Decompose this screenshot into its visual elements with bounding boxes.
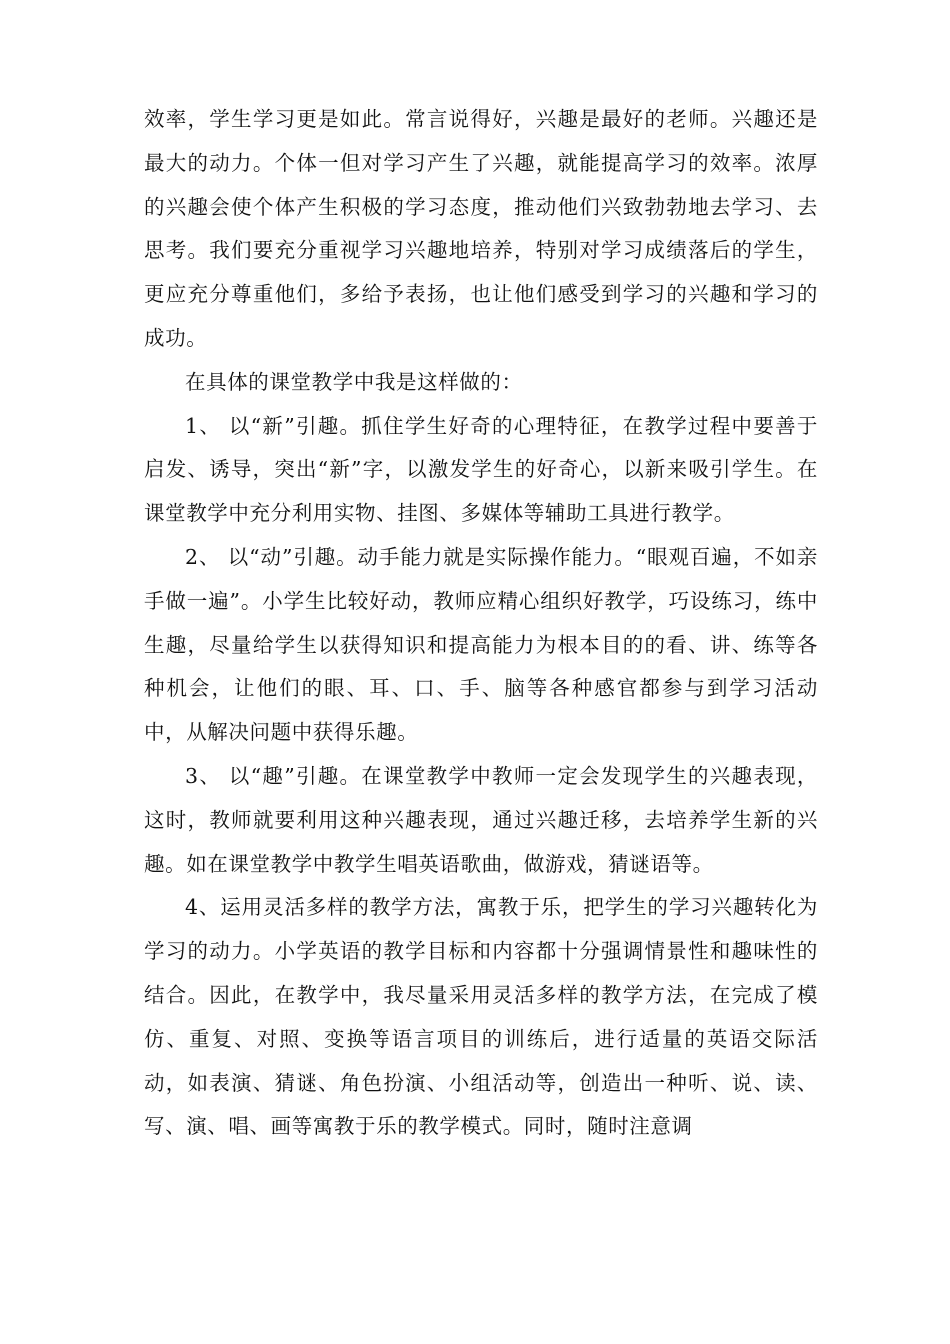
paragraph-item-1-novelty: 1、 以“新”引趣。抓住学生好奇的心理特征，在教学过程中要善于启发、诱导，突出“新”字，以激发学生的好奇心，以新来吸引学生。在课堂教学中充分利用实物、挂图、多媒体等辅助工具进行教学。 [144,413,818,526]
paragraph-item-2-activity: 2、 以“动”引趣。动手能力就是实际操作能力。“眼观百遍，不如亲手做一遍”。小学生比较好动，教师应精心组织好教学，巧设练习，练中生趣，尽量给学生以获得知识和提高能力为根本目的的看、讲、练等各种机会，让他们的眼、耳、口、手、脑等各种感官都参与到学习活动中，从解决问题中获得乐趣。 [144,544,818,745]
paragraph-item-3-interest: 3、 以“趣”引趣。在课堂教学中教师一定会发现学生的兴趣表现，这时，教师就要利用这种兴趣表现，通过兴趣迁移，去培养学生新的兴趣。如在课堂教学中教学生唱英语歌曲，做游戏，猜谜语等。 [144,763,818,876]
paragraph-classroom-practice: 在具体的课堂教学中我是这样做的： [185,369,523,394]
paragraph-item-4-methods: 4、运用灵活多样的教学方法，寓教于乐，把学生的学习兴趣转化为学习的动力。小学英语的教学目标和内容都十分强调情景性和趣味性的结合。因此，在教学中，我尽量采用灵活多样的教学方法，在完成了模仿、重复、对照、变换等语言项目的训练后，进行适量的英语交际活动，如表演、猜谜、角色扮演、小组活动等，创造出一种听、说、读、写、演、唱、画等寓教于乐的教学模式。同时，随时注意调 [144,895,818,1139]
paragraph-interest-intro: 效率，学生学习更是如此。常言说得好，兴趣是最好的老师。兴趣还是最大的动力。个体一但对学习产生了兴趣，就能提高学习的效率。浓厚的兴趣会使个体产生积极的学习态度，推动他们兴致勃勃地去学习、去思考。我们要充分重视学习兴趣地培养，特别对学习成绩落后的学生，更应充分尊重他们，多给予表扬，也让他们感受到学习的兴趣和学习的成功。 [144,107,818,350]
document-body [144,98,818,1149]
